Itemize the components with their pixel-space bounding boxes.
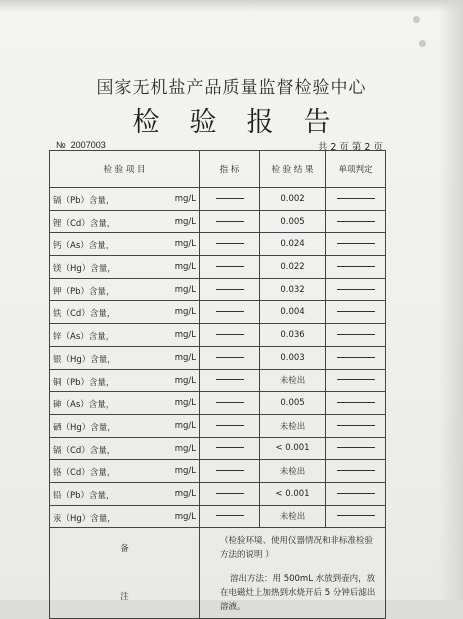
item-cell <box>50 414 200 437</box>
judgement-cell <box>326 392 386 415</box>
item-cell <box>50 369 200 392</box>
table-header-row <box>50 151 386 188</box>
dash-line <box>216 515 244 516</box>
judgement-cell <box>326 369 386 392</box>
standard-cell <box>200 324 260 347</box>
item-unit: mg/L <box>174 307 196 318</box>
judgement-cell <box>326 278 386 301</box>
judgement-cell <box>326 324 386 347</box>
item-unit: mg/L <box>174 216 196 227</box>
remarks-line-2: 溶出方法：用 500mL 水放到壶内，放在电磁灶上加热到水烧开后 5 分钟后滤出溶液。 <box>220 574 376 613</box>
item-unit: mg/L <box>174 488 196 499</box>
item-cell <box>50 482 200 505</box>
standard-cell <box>200 505 260 528</box>
result-value: 未检出 <box>260 505 326 528</box>
report-number-label: № <box>56 140 66 150</box>
dash-line <box>216 425 244 426</box>
item-unit: mg/L <box>174 466 196 477</box>
item-unit: mg/L <box>174 194 196 204</box>
standard-cell <box>200 482 260 505</box>
item-name: 铜（Pb）含量， <box>53 377 115 388</box>
dash-line <box>216 243 244 244</box>
result-value: 0.024 <box>260 233 326 256</box>
item-name: 锂（Cd）含量， <box>53 218 116 229</box>
judgement-cell <box>326 188 386 211</box>
dash-line <box>216 470 244 471</box>
dash-line <box>216 357 244 358</box>
column-header-judgement: 单项判定 <box>326 151 386 188</box>
dash-line <box>216 379 244 380</box>
result-value: 0.003 <box>260 346 326 369</box>
dash-line <box>337 266 375 267</box>
item-cell <box>50 256 200 279</box>
standard-cell <box>200 210 260 233</box>
table-row <box>50 460 386 483</box>
standard-cell <box>200 233 260 256</box>
item-name: 钙（As）含量， <box>53 241 115 252</box>
dash-line <box>216 447 244 448</box>
remarks-label-2: 注 <box>120 592 129 603</box>
remarks-row <box>50 528 386 619</box>
item-unit: mg/L <box>174 352 196 363</box>
table-row <box>50 392 386 415</box>
standard-cell <box>200 278 260 301</box>
dash-line <box>216 311 244 312</box>
item-name: 砷（As）含量， <box>53 400 115 411</box>
punch-hole <box>419 40 426 47</box>
item-unit: mg/L <box>174 443 196 454</box>
standard-cell <box>200 256 260 279</box>
dash-line <box>337 402 375 403</box>
table-row <box>50 369 386 392</box>
item-cell <box>50 301 200 324</box>
result-value: 0.036 <box>260 324 326 347</box>
dash-line <box>337 515 375 516</box>
table-row <box>50 346 386 369</box>
item-cell <box>50 437 200 460</box>
remarks-label <box>50 528 200 619</box>
table-row <box>50 278 386 301</box>
standard-cell <box>200 460 260 483</box>
item-unit: mg/L <box>174 420 196 431</box>
item-unit: mg/L <box>174 398 196 409</box>
result-value: 0.004 <box>260 301 326 324</box>
item-cell <box>50 233 200 256</box>
item-cell <box>50 278 200 301</box>
item-name: 锌（As）含量， <box>53 332 115 343</box>
remarks-label-1: 备 <box>120 544 129 555</box>
table-row <box>50 233 386 256</box>
item-cell <box>50 505 200 528</box>
table-row <box>50 210 386 233</box>
dash-line <box>337 357 375 358</box>
table-row <box>50 437 386 460</box>
dash-line <box>216 334 244 335</box>
result-value: < 0.001 <box>260 437 326 460</box>
item-name: 镁（Hg）含量， <box>53 264 116 275</box>
dash-line <box>216 493 244 494</box>
standard-cell <box>200 437 260 460</box>
item-cell <box>50 460 200 483</box>
column-header-item: 检 验 项 目 <box>50 151 200 188</box>
dash-line <box>216 221 244 222</box>
dash-line <box>216 289 244 290</box>
item-name: 铅（Pb）含量， <box>53 490 115 501</box>
remarks-body <box>200 528 386 619</box>
standard-cell <box>200 188 260 211</box>
judgement-cell <box>326 233 386 256</box>
judgement-cell <box>326 437 386 460</box>
dash-line <box>337 425 375 426</box>
table-row <box>50 414 386 437</box>
dash-line <box>216 198 244 199</box>
item-cell <box>50 188 200 211</box>
report-number <box>56 140 106 150</box>
item-name: 汞（Hg）含量， <box>53 513 116 524</box>
item-unit: mg/L <box>174 262 196 273</box>
result-value: 未检出 <box>260 369 326 392</box>
result-value: 未检出 <box>260 414 326 437</box>
result-value: 0.002 <box>260 188 326 211</box>
dash-line <box>337 493 375 494</box>
inspection-table <box>49 150 386 619</box>
dash-line <box>337 470 375 471</box>
item-name: 镉（Pb）含量， <box>53 196 115 206</box>
item-name: 镉（Cd）含量， <box>53 445 116 456</box>
item-name: 铁（Cd）含量， <box>53 309 116 320</box>
standard-cell <box>200 369 260 392</box>
judgement-cell <box>326 256 386 279</box>
dash-line <box>216 402 244 403</box>
page-info: 共 2 页 第 2 页 <box>317 142 383 153</box>
item-name: 钾（Pb）含量， <box>53 286 115 297</box>
page-top-shadow <box>0 0 463 12</box>
standard-cell <box>200 414 260 437</box>
column-header-result: 检 验 结 果 <box>260 151 326 188</box>
dash-line <box>337 311 375 312</box>
dash-line <box>337 447 375 448</box>
organization-name: 国家无机盐产品质量监督检验中心 <box>96 78 367 98</box>
table-row <box>50 324 386 347</box>
punch-hole <box>413 16 420 23</box>
result-value: 未检出 <box>260 460 326 483</box>
item-name: 银（Hg）含量， <box>53 354 116 365</box>
dash-line <box>337 379 375 380</box>
judgement-cell <box>326 210 386 233</box>
standard-cell <box>200 346 260 369</box>
standard-cell <box>200 301 260 324</box>
item-cell <box>50 324 200 347</box>
remarks-line-1: （检验环境、使用仪器情况和非标准检验方法的说明 ） <box>220 536 374 561</box>
item-unit: mg/L <box>174 239 196 250</box>
judgement-cell <box>326 301 386 324</box>
item-cell <box>50 210 200 233</box>
dash-line <box>337 221 375 222</box>
item-unit: mg/L <box>174 511 196 522</box>
dash-line <box>337 198 375 199</box>
result-value: 0.032 <box>260 278 326 301</box>
dash-line <box>337 334 375 335</box>
standard-cell <box>200 392 260 415</box>
table-row <box>50 256 386 279</box>
judgement-cell <box>326 460 386 483</box>
item-cell <box>50 346 200 369</box>
judgement-cell <box>326 414 386 437</box>
table-row <box>50 482 386 505</box>
table-row <box>50 301 386 324</box>
item-cell <box>50 392 200 415</box>
item-unit: mg/L <box>174 330 196 341</box>
dash-line <box>337 243 375 244</box>
judgement-cell <box>326 346 386 369</box>
result-value: 0.022 <box>260 256 326 279</box>
judgement-cell <box>326 505 386 528</box>
item-name: 铬（Cd）含量， <box>53 468 116 479</box>
report-title: 检验报告 <box>132 107 361 138</box>
item-unit: mg/L <box>174 375 196 386</box>
dash-line <box>337 289 375 290</box>
result-value: < 0.001 <box>260 482 326 505</box>
report-number-value: 2007003 <box>70 140 106 150</box>
judgement-cell <box>326 482 386 505</box>
item-unit: mg/L <box>174 284 196 295</box>
table-row <box>50 505 386 528</box>
dash-line <box>216 266 244 267</box>
table-row <box>50 188 386 211</box>
item-name: 硒（Hg）含量， <box>53 422 116 433</box>
column-header-standard: 指 标 <box>200 151 260 188</box>
result-value: 0.005 <box>260 210 326 233</box>
result-value: 0.005 <box>260 392 326 415</box>
